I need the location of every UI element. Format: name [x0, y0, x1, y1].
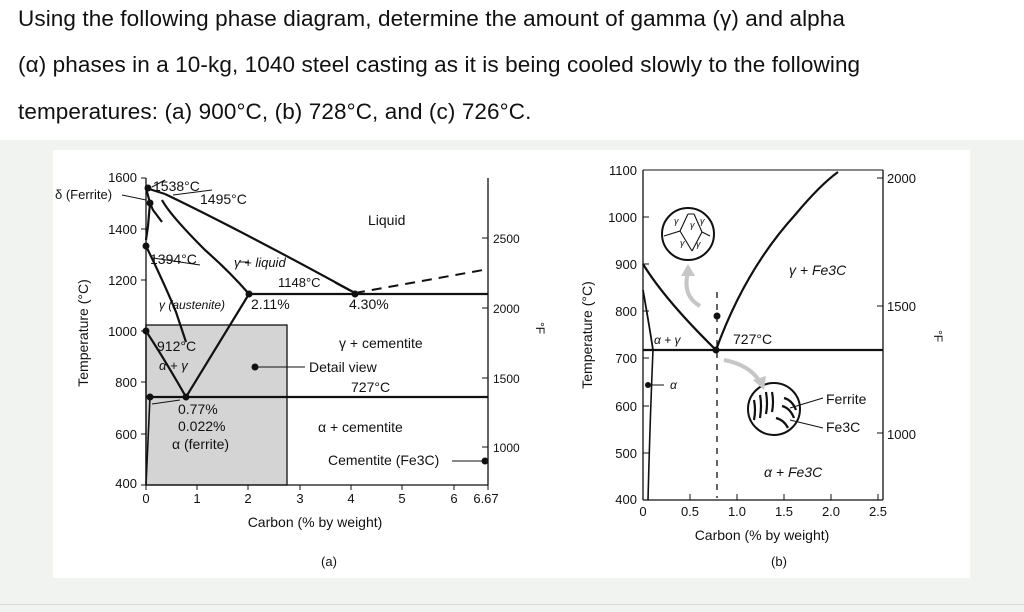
b-x-ticks: [690, 494, 878, 500]
a-xtick-6: 6: [450, 491, 458, 506]
diagram-b: [579, 163, 945, 569]
label-delta-ferrite: δ (Ferrite): [55, 187, 113, 202]
b-eutectoid-dot: [713, 347, 720, 354]
b-x-axis-label: Carbon (% by weight): [694, 527, 830, 543]
diagram-a: [55, 170, 547, 569]
a-right-axis-label: °F: [533, 321, 547, 335]
b-caption: (b): [771, 554, 787, 569]
a-ftick-2000: 2000: [493, 302, 520, 316]
a-xtick-5: 5: [398, 491, 406, 506]
question-line-1: Using the following phase diagram, determine the amount of gamma (γ) and alpha: [18, 6, 846, 31]
a-ytick-1400: 1400: [108, 222, 137, 237]
label-1148: 1148°C: [278, 275, 321, 290]
a-x-ticks: [146, 485, 488, 490]
label-727: 727°C: [351, 379, 391, 395]
phase-diagram-svg: [53, 150, 970, 578]
a-ftick-1500: 1500: [493, 372, 520, 386]
b-ytick-900: 900: [615, 257, 637, 272]
a-ytick-800: 800: [115, 375, 137, 390]
b-ytick-500: 500: [615, 446, 637, 461]
label-fe3c: Fe3C: [826, 419, 861, 435]
label-211: 2.11%: [251, 296, 290, 312]
a-xtick-0: 0: [142, 491, 150, 506]
b-ftick-1000: 1000: [887, 427, 916, 442]
b-ytick-1100: 1100: [609, 163, 637, 178]
grain-label-4: γ: [680, 238, 685, 248]
a-ytick-1600: 1600: [108, 170, 137, 185]
b-ytick-1000: 1000: [608, 210, 637, 225]
b-region-labels: [654, 262, 867, 480]
label-ferrite: Ferrite: [826, 391, 867, 407]
a-xtick-4: 4: [347, 491, 355, 506]
label-0022: 0.022%: [178, 418, 226, 434]
label-430: 4.30%: [349, 296, 389, 312]
b-xtick-15: 1.5: [774, 504, 794, 519]
b-xtick-0: 0: [639, 504, 647, 519]
liquidus-cementite-dashed: [355, 270, 483, 293]
acm-line-b: [716, 172, 838, 350]
grain-label-5: γ: [696, 239, 701, 249]
grain-label-2: γ: [690, 220, 695, 230]
a-xtick-1: 1: [193, 491, 201, 506]
label-cementite: Cementite (Fe3C): [328, 452, 440, 468]
label-b-alpha-gamma: α + γ: [654, 333, 681, 347]
question-line-3: temperatures: (a) 900°C, (b) 728°C, and (c) 726°C.: [18, 99, 532, 124]
a-f-ticks: [482, 238, 488, 447]
b-right-axis-label: °F: [931, 329, 945, 343]
label-1495: 1495°C: [200, 191, 247, 207]
question-panel: [0, 0, 1024, 140]
label-alpha-cementite: α + cementite: [318, 419, 403, 435]
label-1538: 1538°C: [153, 178, 200, 194]
label-gamma-liquid: γ + liquid: [234, 255, 286, 270]
b-ytick-600: 600: [615, 399, 637, 414]
a-xtick-2: 2: [244, 491, 252, 506]
grain-label-3: γ: [700, 216, 705, 226]
a-x-axis-label: Carbon (% by weight): [247, 514, 383, 530]
b-ytick-400: 400: [615, 492, 637, 507]
label-alpha-gamma: α + γ: [159, 358, 188, 373]
label-gamma-fe3c: γ + Fe3C: [789, 262, 847, 278]
label-b-alpha: α: [670, 378, 677, 392]
a-ytick-400: 400: [115, 476, 137, 491]
grey-arrow-up-head: [681, 264, 695, 276]
question-line-2: (α) phases in a 10-kg, 1040 steel casting as it is being cooled slowly to the following: [18, 52, 861, 77]
b-ftick-1500: 1500: [887, 299, 916, 314]
a-ytick-1200: 1200: [108, 273, 137, 288]
label-b-727: 727°C: [733, 331, 773, 347]
b-f-ticks: [877, 178, 883, 433]
liquidus-line: [165, 194, 355, 293]
austenite-grain-inset: [662, 208, 714, 260]
a-ftick-2500: 2500: [493, 232, 520, 246]
b-ytick-800: 800: [615, 304, 637, 319]
label-liquid: Liquid: [368, 212, 406, 228]
label-077: 0.77%: [178, 401, 218, 417]
label-austenite: γ (austenite): [159, 298, 226, 312]
grey-arrow-down: [724, 360, 760, 382]
label-alpha-fe3c: α + Fe3C: [764, 464, 823, 480]
label-1394: 1394°C: [150, 251, 197, 267]
a-y-axis-label: Temperature (°C): [75, 279, 91, 387]
label-gamma-cementite: γ + cementite: [339, 335, 423, 351]
b-composition-dot: [714, 313, 721, 320]
b-xtick-25: 2.5: [868, 504, 888, 519]
phase-diagram-figure: [53, 150, 970, 578]
a-xtick-667: 6.67: [473, 491, 499, 506]
bottom-divider: [0, 604, 1024, 605]
b-xtick-05: 0.5: [680, 504, 700, 519]
grain-label-1: γ: [674, 216, 679, 226]
grey-arrow-up: [687, 272, 701, 306]
pearlite-inset: [748, 383, 800, 435]
a-xtick-3: 3: [296, 491, 304, 506]
b-ftick-2000: 2000: [887, 171, 916, 186]
b-xtick-20: 2.0: [821, 504, 841, 519]
a-ytick-600: 600: [115, 427, 137, 442]
a-caption: (a): [321, 554, 337, 569]
b-xtick-10: 1.0: [727, 504, 747, 519]
b-y-axis-label: Temperature (°C): [579, 281, 595, 389]
label-alpha-ferrite: α (ferrite): [172, 436, 230, 452]
a-ftick-1000: 1000: [493, 441, 520, 455]
a-ytick-1000: 1000: [108, 324, 137, 339]
b-ytick-700: 700: [615, 351, 637, 366]
label-912: 912°C: [157, 338, 197, 354]
label-detail-view: Detail view: [309, 359, 377, 375]
